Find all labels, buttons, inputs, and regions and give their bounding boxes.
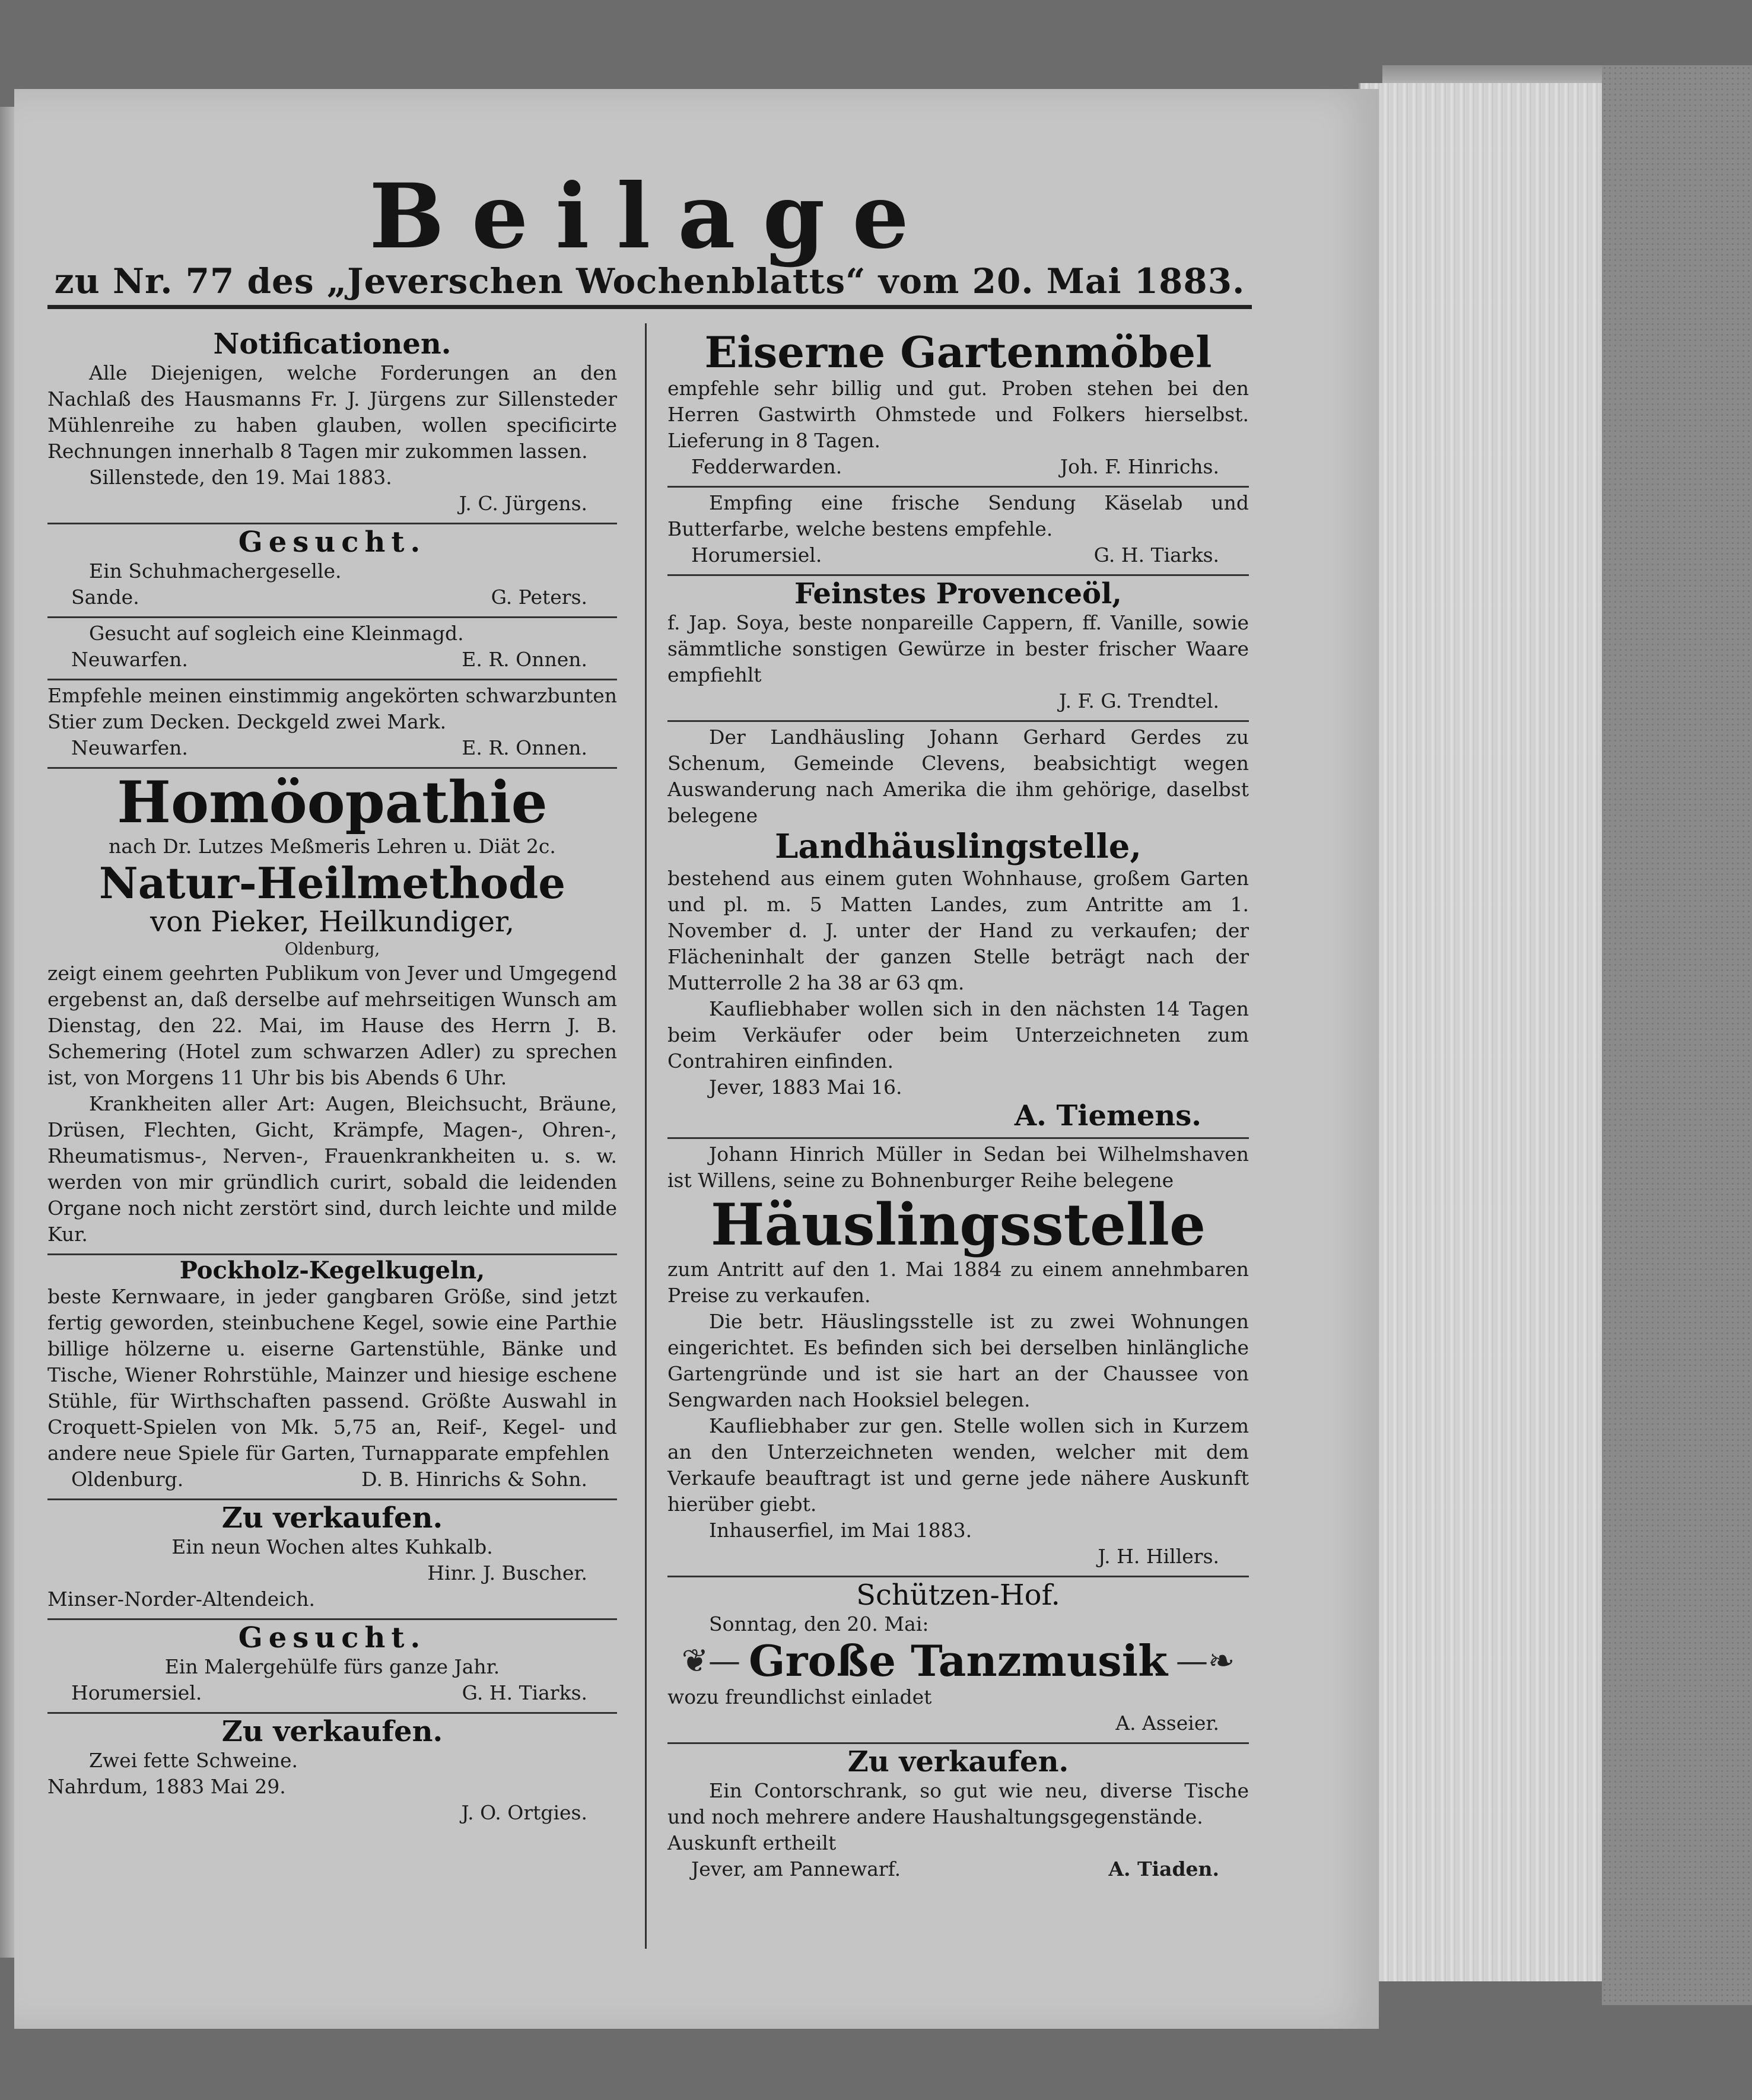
ad-body-2: Kaufliebhaber wollen sich in den nächsten 14 Tagen beim Verkäufer oder beim Unterzeichneten zum Contrahiren einfinden. bbox=[667, 997, 1249, 1073]
ad-title: Landhäuslingstelle, bbox=[775, 826, 1141, 866]
previous-page-edge bbox=[0, 107, 15, 1958]
ad-body: Empfehle meinen einstimmig angekörten schwarzbunten Stier zum Decken. Deckgeld zwei Mark. bbox=[47, 683, 617, 733]
ad-gesucht-schuhmacher bbox=[47, 524, 617, 618]
ad-footer bbox=[47, 735, 617, 761]
ad-date: Nahrdum, 1883 Mai 29. bbox=[47, 1774, 286, 1798]
ad-title-3: von Pieker, Heilkundiger, bbox=[150, 905, 514, 939]
ad-signature: J. H. Hillers. bbox=[1098, 1544, 1219, 1568]
ad-place: Jever, am Pannewarf. bbox=[691, 1857, 901, 1881]
ad-event-line bbox=[667, 1637, 1249, 1684]
ad-place: Neuwarfen. bbox=[71, 647, 188, 671]
ad-zu-verkaufen-contorschrank bbox=[667, 1744, 1249, 1888]
ad-place: Neuwarfen. bbox=[71, 736, 188, 759]
ad-title-2: Natur-Heilmethode bbox=[98, 858, 566, 909]
ad-landhaeuslingstelle bbox=[667, 722, 1249, 1139]
flourish-right-icon: —❧ bbox=[1175, 1641, 1235, 1679]
ad-signature: D. B. Hinrichs & Sohn. bbox=[361, 1468, 587, 1491]
page-stack-edges bbox=[1359, 83, 1633, 1981]
book-cover-board bbox=[1602, 65, 1752, 2005]
ad-body: Ein Malergehülfe fürs ganze Jahr. bbox=[164, 1654, 500, 1678]
ad-body: Ein neun Wochen altes Kuhkalb. bbox=[171, 1535, 493, 1558]
ad-body-2: Die betr. Häuslingsstelle ist zu zwei Wohnungen eingerichtet. Es befinden sich bei derselben hinlängliche Gartengründe und ist sie hart an der Chaussee von Sengwarden nach Hooksiel belegen. bbox=[667, 1309, 1249, 1411]
ad-signature: A. Tiaden. bbox=[1108, 1857, 1219, 1881]
ad-body: Ein Contorschrank, so gut wie neu, diverse Tische und noch mehrere andere Haushaltungsgegenstände. bbox=[667, 1778, 1249, 1828]
ad-body: Empfing eine frische Sendung Käselab und Butterfarbe, welche bestens empfehle. bbox=[667, 491, 1249, 541]
left-column bbox=[47, 326, 617, 1832]
ad-date: Sillenstede, den 19. Mai 1883. bbox=[89, 465, 392, 489]
column-divider bbox=[645, 323, 647, 1949]
ad-footer bbox=[47, 584, 617, 610]
ad-body: f. Jap. Soya, beste nonpareille Cappern, ff. Vanille, sowie sämmtliche sonstigen Gewürze in bester frischer Waare empfiehlt bbox=[667, 610, 1249, 686]
ad-gartenmoebel bbox=[667, 326, 1249, 488]
ad-title: Zu verkaufen. bbox=[221, 1501, 443, 1535]
ad-signature: A. Asseier. bbox=[1115, 1711, 1219, 1735]
ad-invite: wozu freundlichst einladet bbox=[667, 1685, 932, 1708]
ad-place: Fedderwarden. bbox=[691, 455, 842, 479]
ad-intro: Johann Hinrich Müller in Sedan bei Wilhelmshaven ist Willens, seine zu Bohnenburger Reihe belegene bbox=[667, 1143, 1249, 1192]
ad-footer bbox=[47, 1680, 617, 1706]
ad-title: Pockholz-Kegelkugeln, bbox=[179, 1256, 485, 1285]
ad-title: Homöopathie bbox=[117, 768, 548, 836]
ad-zu-verkaufen-schweine bbox=[47, 1714, 617, 1832]
ad-body-3: Kaufliebhaber zur gen. Stelle wollen sich in Kurzem an den Unterzeichneten wenden, welcher mit dem Verkaufe beauftragt ist und gerne jede nähere Auskunft hierüber giebt. bbox=[667, 1414, 1249, 1516]
ad-footer bbox=[47, 647, 617, 673]
ad-haeuslingsstelle bbox=[667, 1139, 1249, 1577]
ad-signature: G. Peters. bbox=[491, 585, 587, 609]
ad-title: Gesucht. bbox=[238, 1621, 427, 1654]
ad-signature: Joh. F. Hinrichs. bbox=[1060, 455, 1219, 479]
ad-event: Große Tanzmusik bbox=[749, 1635, 1168, 1686]
right-column bbox=[667, 326, 1249, 1888]
ad-title: Schützen-Hof. bbox=[856, 1578, 1060, 1612]
ad-place: Sande. bbox=[71, 585, 139, 609]
ad-intro: Der Landhäusling Johann Gerhard Gerdes zu Schenum, Gemeinde Clevens, beabsichtigt wegen Auswanderung nach Amerika die ihm gehörige, daselbst belegene bbox=[667, 725, 1249, 827]
ad-date: Inhauserfiel, im Mai 1883. bbox=[709, 1518, 972, 1542]
ad-signature: J. C. Jürgens. bbox=[459, 491, 587, 515]
ad-footer bbox=[667, 454, 1249, 480]
ad-place: Oldenburg. bbox=[71, 1468, 184, 1491]
ad-title: Notificationen. bbox=[213, 327, 451, 361]
ad-title: Eiserne Gartenmöbel bbox=[704, 327, 1212, 377]
ad-place: Minser-Norder-Altendeich. bbox=[47, 1587, 315, 1611]
ad-pockholz bbox=[47, 1255, 617, 1500]
ad-title: Häuslingsstelle bbox=[710, 1191, 1206, 1259]
ad-date: Sonntag, den 20. Mai: bbox=[709, 1612, 929, 1636]
ad-place: Horumersiel. bbox=[691, 543, 822, 567]
ad-signature: Hinr. J. Buscher. bbox=[427, 1561, 587, 1584]
ad-subline: nach Dr. Lutzes Meßmeris Lehren u. Diät 2c. bbox=[109, 835, 556, 858]
ad-title: Gesucht. bbox=[238, 525, 427, 559]
ad-notificationen bbox=[47, 326, 617, 524]
ad-body-2: Krankheiten aller Art: Augen, Bleichsucht, Bräune, Drüsen, Flechten, Gicht, Krämpfe, Magen-, Ohren-, Rheumatismus-, Nerven-, Frauenkrankheiten u. s. w. werden von mir gründlich curirt, sobald die leidenden Organe noch nicht zerstört sind, durch leichte und milde Kur. bbox=[47, 1092, 617, 1246]
masthead-subtitle: zu Nr. 77 des „Jeverschen Wochenblatts“ vom 20. Mai 1883. bbox=[47, 261, 1252, 309]
ad-body: zeigt einem geehrten Publikum von Jever und Umgegend ergebenst an, daß derselbe auf mehrseitigen Wunsch am Dienstag, den 22. Mai, im Hause des Herrn J. B. Schemering (Hotel zum schwarzen Adler) zu sprechen ist, von Morgens 11 Uhr bis bis Abends 6 Uhr. bbox=[47, 962, 617, 1090]
ad-body: Alle Diejenigen, welche Forderungen an den Nachlaß des Hausmanns Fr. J. Jürgens zur Sillensteder Mühlenreihe zu haben glauben, wollen specificirte Rechnungen innerhalb 8 Tagen mir zukommen lassen. bbox=[47, 361, 617, 463]
ad-title: Zu verkaufen. bbox=[221, 1714, 443, 1748]
ad-provenceoel bbox=[667, 576, 1249, 722]
ad-info: Auskunft ertheilt bbox=[667, 1831, 837, 1854]
ad-date: Jever, 1883 Mai 16. bbox=[709, 1075, 902, 1099]
ad-signature: G. H. Tiarks. bbox=[1093, 543, 1219, 567]
ad-body: Gesucht auf sogleich eine Kleinmagd. bbox=[89, 621, 464, 645]
ad-signature: E. R. Onnen. bbox=[462, 736, 587, 759]
ad-city: Oldenburg, bbox=[284, 939, 380, 959]
ad-footer bbox=[47, 1466, 617, 1493]
ad-body: bestehend aus einem guten Wohnhause, großem Garten und pl. m. 5 Matten Landes, zum Antritte am 1. November d. J. unter der Hand zu verkaufen; der Flächeninhalt der ganzen Stelle beträgt nach der Mutterrolle 2 ha 38 ar 63 qm. bbox=[667, 866, 1249, 994]
ad-signature: E. R. Onnen. bbox=[462, 647, 587, 671]
ad-schuetzen-hof bbox=[667, 1577, 1249, 1744]
ad-body: Zwei fette Schweine. bbox=[89, 1748, 298, 1772]
flourish-left-icon: ❦— bbox=[681, 1641, 741, 1679]
ad-gesucht-kleinmagd bbox=[47, 618, 617, 680]
ad-footer bbox=[667, 542, 1249, 568]
masthead-title: Beilage bbox=[369, 164, 936, 269]
ad-gesucht-maler bbox=[47, 1620, 617, 1714]
ad-stier bbox=[47, 680, 617, 769]
ad-kaeselab bbox=[667, 488, 1249, 576]
ad-signature: A. Tiemens. bbox=[1014, 1099, 1201, 1132]
ad-signature: G. H. Tiarks. bbox=[462, 1681, 587, 1704]
ad-body: Ein Schuhmachergeselle. bbox=[89, 559, 342, 583]
ad-body: zum Antritt auf den 1. Mai 1884 zu einem annehmbaren Preise zu verkaufen. bbox=[667, 1257, 1249, 1307]
ad-body: beste Kernwaare, in jeder gangbaren Größe, sind jetzt fertig geworden, steinbuchene Kegel, sowie eine Parthie billige hölzerne u. eiserne Gartenstühle, Bänke und Tische, Wiener Rohrstühle, Mainzer und hiesige eschene Stühle, für Wirthschaften passend. Größte Auswahl in Croquett-Spielen von Mk. 5,75 an, Reif-, Kegel- und andere neue Spiele für Garten, Turnapparate empfehlen bbox=[47, 1285, 617, 1465]
ad-title: Zu verkaufen. bbox=[847, 1745, 1069, 1778]
ad-signature: J. O. Ortgies. bbox=[461, 1800, 587, 1824]
ad-footer bbox=[667, 1856, 1249, 1882]
ad-zu-verkaufen-kalb bbox=[47, 1500, 617, 1620]
ad-body: empfehle sehr billig und gut. Proben stehen bei den Herren Gastwirth Ohmstede und Folkers hierselbst. Lieferung in 8 Tagen. bbox=[667, 377, 1249, 453]
ad-signature: J. F. G. Trendtel. bbox=[1058, 689, 1219, 712]
ad-place: Horumersiel. bbox=[71, 1681, 202, 1704]
ad-homoeopathie bbox=[47, 769, 617, 1256]
ad-title: Feinstes Provenceöl, bbox=[794, 577, 1123, 611]
